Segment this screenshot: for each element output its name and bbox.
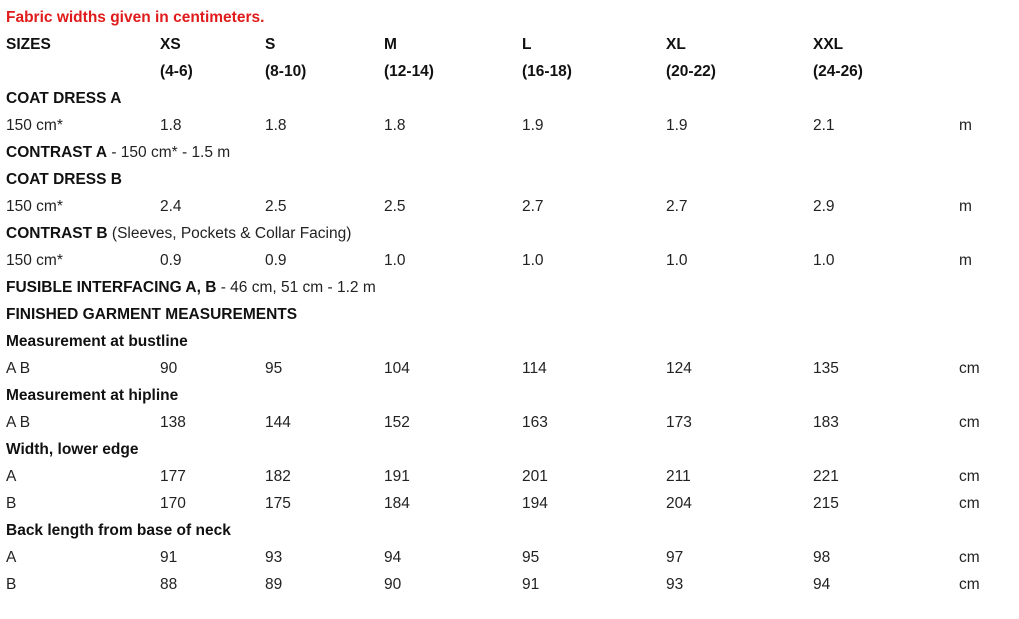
table-row xyxy=(0,467,1019,487)
subsection-heading-bustline xyxy=(0,332,1019,352)
measurement-value: 93 xyxy=(666,576,684,593)
section-line xyxy=(6,143,230,163)
measurement-value: 91 xyxy=(522,576,540,593)
section-heading-finished-measurements xyxy=(0,305,1019,325)
measurement-value: 184 xyxy=(384,495,410,512)
view-label: A B xyxy=(6,414,31,431)
size-name: XS xyxy=(160,36,181,53)
subsection-heading-lower-edge xyxy=(0,440,1019,460)
section-heading-coat-dress-a xyxy=(0,89,1019,109)
section-title: FINISHED GARMENT MEASUREMENTS xyxy=(6,306,298,323)
measurement-value: 124 xyxy=(666,360,692,377)
measurement-value: 191 xyxy=(384,468,410,485)
fabric-width: 150 cm* xyxy=(6,198,63,215)
measurement-value: 211 xyxy=(666,468,691,485)
section-title: FUSIBLE INTERFACING A, B xyxy=(6,279,217,296)
section-title: CONTRAST B xyxy=(6,225,108,242)
yardage-value: 2.7 xyxy=(666,198,688,215)
section-line xyxy=(6,278,376,298)
size-range: (24-26) xyxy=(813,63,863,80)
fabric-width: 150 cm* xyxy=(6,117,63,134)
section-heading-contrast-b xyxy=(0,224,1019,244)
table-row xyxy=(0,251,1019,271)
subsection-title: Measurement at hipline xyxy=(6,387,179,404)
yardage-value: 1.9 xyxy=(522,117,544,134)
measurement-value: 170 xyxy=(160,495,186,512)
measurement-value: 94 xyxy=(813,576,831,593)
measurement-value: 97 xyxy=(666,549,684,566)
sizes-label: SIZES xyxy=(6,36,51,53)
table-row xyxy=(0,548,1019,568)
view-label: B xyxy=(6,576,17,593)
unit-label: m xyxy=(959,198,972,215)
measurement-value: 90 xyxy=(384,576,402,593)
measurement-value: 135 xyxy=(813,360,839,377)
yardage-value: 1.8 xyxy=(384,117,406,134)
measurement-value: 95 xyxy=(522,549,540,566)
yardage-value: 2.7 xyxy=(522,198,544,215)
view-label: A B xyxy=(6,360,31,377)
view-label: B xyxy=(6,495,17,512)
measurement-value: 221 xyxy=(813,468,839,485)
section-title: COAT DRESS B xyxy=(6,171,122,188)
unit-label: cm xyxy=(959,495,980,512)
size-range: (20-22) xyxy=(666,63,716,80)
yardage-value: 1.0 xyxy=(813,252,835,269)
view-label: A xyxy=(6,549,17,566)
size-name: XL xyxy=(666,36,686,53)
measurement-value: 182 xyxy=(265,468,291,485)
section-heading-contrast-a xyxy=(0,143,1019,163)
measurement-value: 163 xyxy=(522,414,548,431)
size-range: (12-14) xyxy=(384,63,434,80)
section-heading-fusible-interfacing xyxy=(0,278,1019,298)
yardage-value: 2.1 xyxy=(813,117,835,134)
size-name: S xyxy=(265,36,276,53)
yardage-value: 1.0 xyxy=(384,252,406,269)
view-label: A xyxy=(6,468,17,485)
yardage-value: 1.0 xyxy=(522,252,544,269)
fabric-width-note: Fabric widths given in centimeters. xyxy=(6,9,265,26)
measurement-value: 175 xyxy=(265,495,291,512)
unit-label: cm xyxy=(959,549,980,566)
measurement-value: 90 xyxy=(160,360,178,377)
measurement-value: 114 xyxy=(522,360,547,377)
unit-label: cm xyxy=(959,576,980,593)
subsection-heading-back-length xyxy=(0,521,1019,541)
unit-label: cm xyxy=(959,468,980,485)
section-title: COAT DRESS A xyxy=(6,90,122,107)
table-row xyxy=(0,494,1019,514)
yardage-value: 0.9 xyxy=(160,252,182,269)
section-detail: - 150 cm* - 1.5 m xyxy=(107,144,231,161)
subsection-title: Measurement at bustline xyxy=(6,333,188,350)
subsection-title: Width, lower edge xyxy=(6,441,139,458)
measurement-value: 95 xyxy=(265,360,283,377)
size-ranges-row xyxy=(0,62,1019,82)
size-name: M xyxy=(384,36,397,53)
size-range: (8-10) xyxy=(265,63,307,80)
section-line xyxy=(6,224,351,244)
measurement-value: 177 xyxy=(160,468,186,485)
section-title: CONTRAST A xyxy=(6,144,108,161)
yardage-value: 1.0 xyxy=(666,252,688,269)
measurement-value: 93 xyxy=(265,549,283,566)
measurement-value: 104 xyxy=(384,360,410,377)
measurement-value: 183 xyxy=(813,414,839,431)
measurement-value: 138 xyxy=(160,414,186,431)
measurement-value: 204 xyxy=(666,495,692,512)
yardage-value: 1.8 xyxy=(265,117,287,134)
sizes-header-row xyxy=(0,35,1019,55)
measurement-value: 152 xyxy=(384,414,410,431)
measurement-value: 201 xyxy=(522,468,548,485)
section-detail: - 46 cm, 51 cm - 1.2 m xyxy=(216,279,376,296)
table-row xyxy=(0,359,1019,379)
measurement-value: 88 xyxy=(160,576,178,593)
yardage-value: 2.9 xyxy=(813,198,835,215)
section-detail: (Sleeves, Pockets & Collar Facing) xyxy=(107,225,352,242)
subsection-title: Back length from base of neck xyxy=(6,522,231,539)
unit-label: cm xyxy=(959,414,980,431)
size-name: XXL xyxy=(813,36,844,53)
unit-label: m xyxy=(959,252,972,269)
table-row xyxy=(0,197,1019,217)
yardage-value: 2.4 xyxy=(160,198,182,215)
yardage-value: 2.5 xyxy=(265,198,287,215)
measurement-value: 173 xyxy=(666,414,692,431)
table-row xyxy=(0,413,1019,433)
yardage-value: 0.9 xyxy=(265,252,287,269)
size-range: (4-6) xyxy=(160,63,193,80)
measurement-value: 89 xyxy=(265,576,283,593)
measurement-value: 194 xyxy=(522,495,548,512)
yardage-value: 1.8 xyxy=(160,117,182,134)
measurement-value: 98 xyxy=(813,549,831,566)
table-row xyxy=(0,116,1019,136)
subsection-heading-hipline xyxy=(0,386,1019,406)
size-name: L xyxy=(522,36,532,53)
yardage-value: 2.5 xyxy=(384,198,406,215)
measurement-value: 144 xyxy=(265,414,291,431)
measurement-value: 94 xyxy=(384,549,402,566)
measurement-value: 215 xyxy=(813,495,839,512)
unit-label: m xyxy=(959,117,972,134)
fabric-width: 150 cm* xyxy=(6,252,63,269)
section-heading-coat-dress-b xyxy=(0,170,1019,190)
table-row xyxy=(0,575,1019,595)
yardage-value: 1.9 xyxy=(666,117,688,134)
unit-label: cm xyxy=(959,360,980,377)
measurement-value: 91 xyxy=(160,549,178,566)
size-range: (16-18) xyxy=(522,63,572,80)
